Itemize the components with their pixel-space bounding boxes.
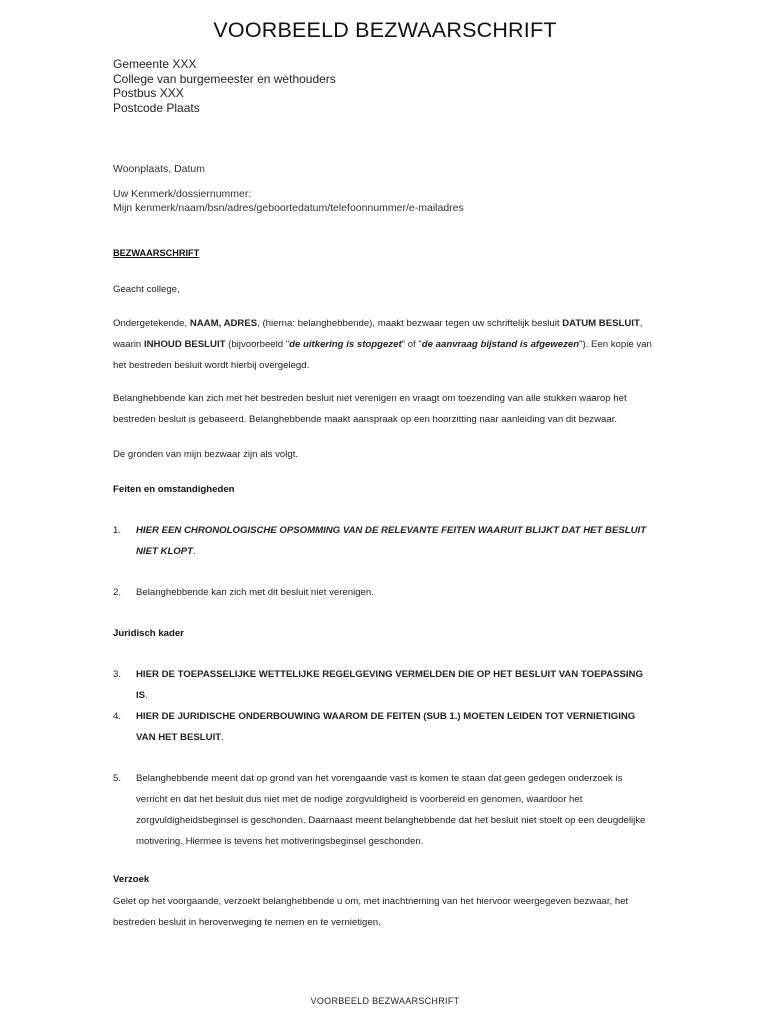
intro-text: , (hierna: belanghebbende), maakt bezwaar tegen uw schriftelijk besluit xyxy=(257,318,563,329)
list-item-4 xyxy=(136,706,656,748)
item-text: HIER DE TOEPASSELIJKE WETTELIJKE REGELGEVING VERMELDEN DIE OP HET BESLUIT VAN TOEPASSING IS xyxy=(136,669,643,701)
recipient-address xyxy=(113,57,336,115)
list-item-3 xyxy=(136,664,656,706)
list-item-2: Belanghebbende kan zich met dit besluit niet verenigen. xyxy=(136,587,374,598)
section-heading-juridisch: Juridisch kader xyxy=(113,628,184,639)
section-heading-feiten: Feiten en omstandigheden xyxy=(113,484,235,495)
intro-paragraph xyxy=(113,313,658,376)
paragraph-verzoek: Gelet op het voorgaande, verzoekt belanghebbende u om, met inachtneming van het hiervoor weergegeven bezwaar, het bestreden besluit in heroverweging te nemen en te vernietigen. xyxy=(113,896,629,928)
item-number: 2. xyxy=(113,587,122,598)
item-number: 1. xyxy=(113,525,122,536)
address-line: College van burgemeester en wethouders xyxy=(113,71,336,86)
list-item-5: Belanghebbende meent dat op grond van het vorengaande vast is komen te staan dat geen gedegen onderzoek is verricht en dat het besluit dus niet met de nodige zorgvuldigheid is voorbereid en genomen, waardoor het zorgvuldigheidsbeginsel is geschonden. Daarnaast meent belanghebbende dat het besluit niet stoelt op een deugdelijke motivering. Hiermee is tevens het motiveringsbeginsel geschonden. xyxy=(136,773,646,847)
item-end: . xyxy=(145,690,148,701)
address-line: Postcode Plaats xyxy=(113,100,200,115)
intro-text: (bijvoorbeeld " xyxy=(225,339,290,350)
item-end: . xyxy=(221,732,224,743)
item-text: HIER DE JURIDISCHE ONDERBOUWING WAAROM DE FEITEN (SUB 1.) MOETEN LEIDEN TOT VERNIETIGING VAN HET BESLUIT xyxy=(136,711,636,743)
intro-text: Ondergetekende, xyxy=(113,318,190,329)
item-number: 5. xyxy=(113,773,122,784)
page-footer: VOORBEELD BEZWAARSCHRIFT xyxy=(310,996,460,1006)
item-end: . xyxy=(193,546,196,557)
item-text: HIER EEN CHRONOLOGISCHE OPSOMMING VAN DE RELEVANTE FEITEN WAARUIT BLIJKT DAT HET BESLUIT NIET KLOPT xyxy=(136,525,647,557)
document-title: VOORBEELD BEZWAARSCHRIFT xyxy=(213,18,557,42)
mijn-kenmerk: Mijn kenmerk/naam/bsn/adres/geboortedatum/telefoonnummer/e-mailadres xyxy=(113,202,464,214)
paragraph-documents: Belanghebbende kan zich met het bestreden besluit niet verenigen en vraagt om toezending van alle stukken waarop het bestreden besluit is gebaseerd. Belanghebbende maakt aanspraak op een hoorzitting naar aanleiding van dit bezwaar. xyxy=(113,393,627,425)
intro-example-2: de aanvraag bijstand is afgewezen xyxy=(421,339,580,350)
subject-heading: BEZWAARSCHRIFT xyxy=(113,248,200,258)
intro-text: "). Een kopie van het bestreden besluit wordt hierbij overgelegd. xyxy=(113,339,652,371)
intro-inhoud-besluit: INHOUD BESLUIT xyxy=(143,339,226,350)
intro-example-1: de uitkering is stopgezet xyxy=(289,339,402,350)
item-number: 3. xyxy=(113,669,122,680)
place-date: Woonplaats, Datum xyxy=(113,163,206,175)
list-item-1 xyxy=(136,520,656,562)
salutation: Geacht college, xyxy=(113,284,180,295)
section-heading-verzoek: Verzoek xyxy=(113,874,150,885)
intro-name-address: NAAM, ADRES xyxy=(189,318,258,329)
intro-text: , waarin xyxy=(113,318,643,350)
address-line: Postbus XXX xyxy=(113,86,184,101)
address-line: Gemeente XXX xyxy=(113,57,197,71)
intro-datum-besluit: DATUM BESLUIT xyxy=(562,318,640,329)
paragraph-grounds: De gronden van mijn bezwaar zijn als volgt. xyxy=(113,449,299,460)
item-number: 4. xyxy=(113,711,122,722)
uw-kenmerk: Uw Kenmerk/dossiernummer: xyxy=(113,188,252,200)
intro-text: " of " xyxy=(401,339,422,350)
